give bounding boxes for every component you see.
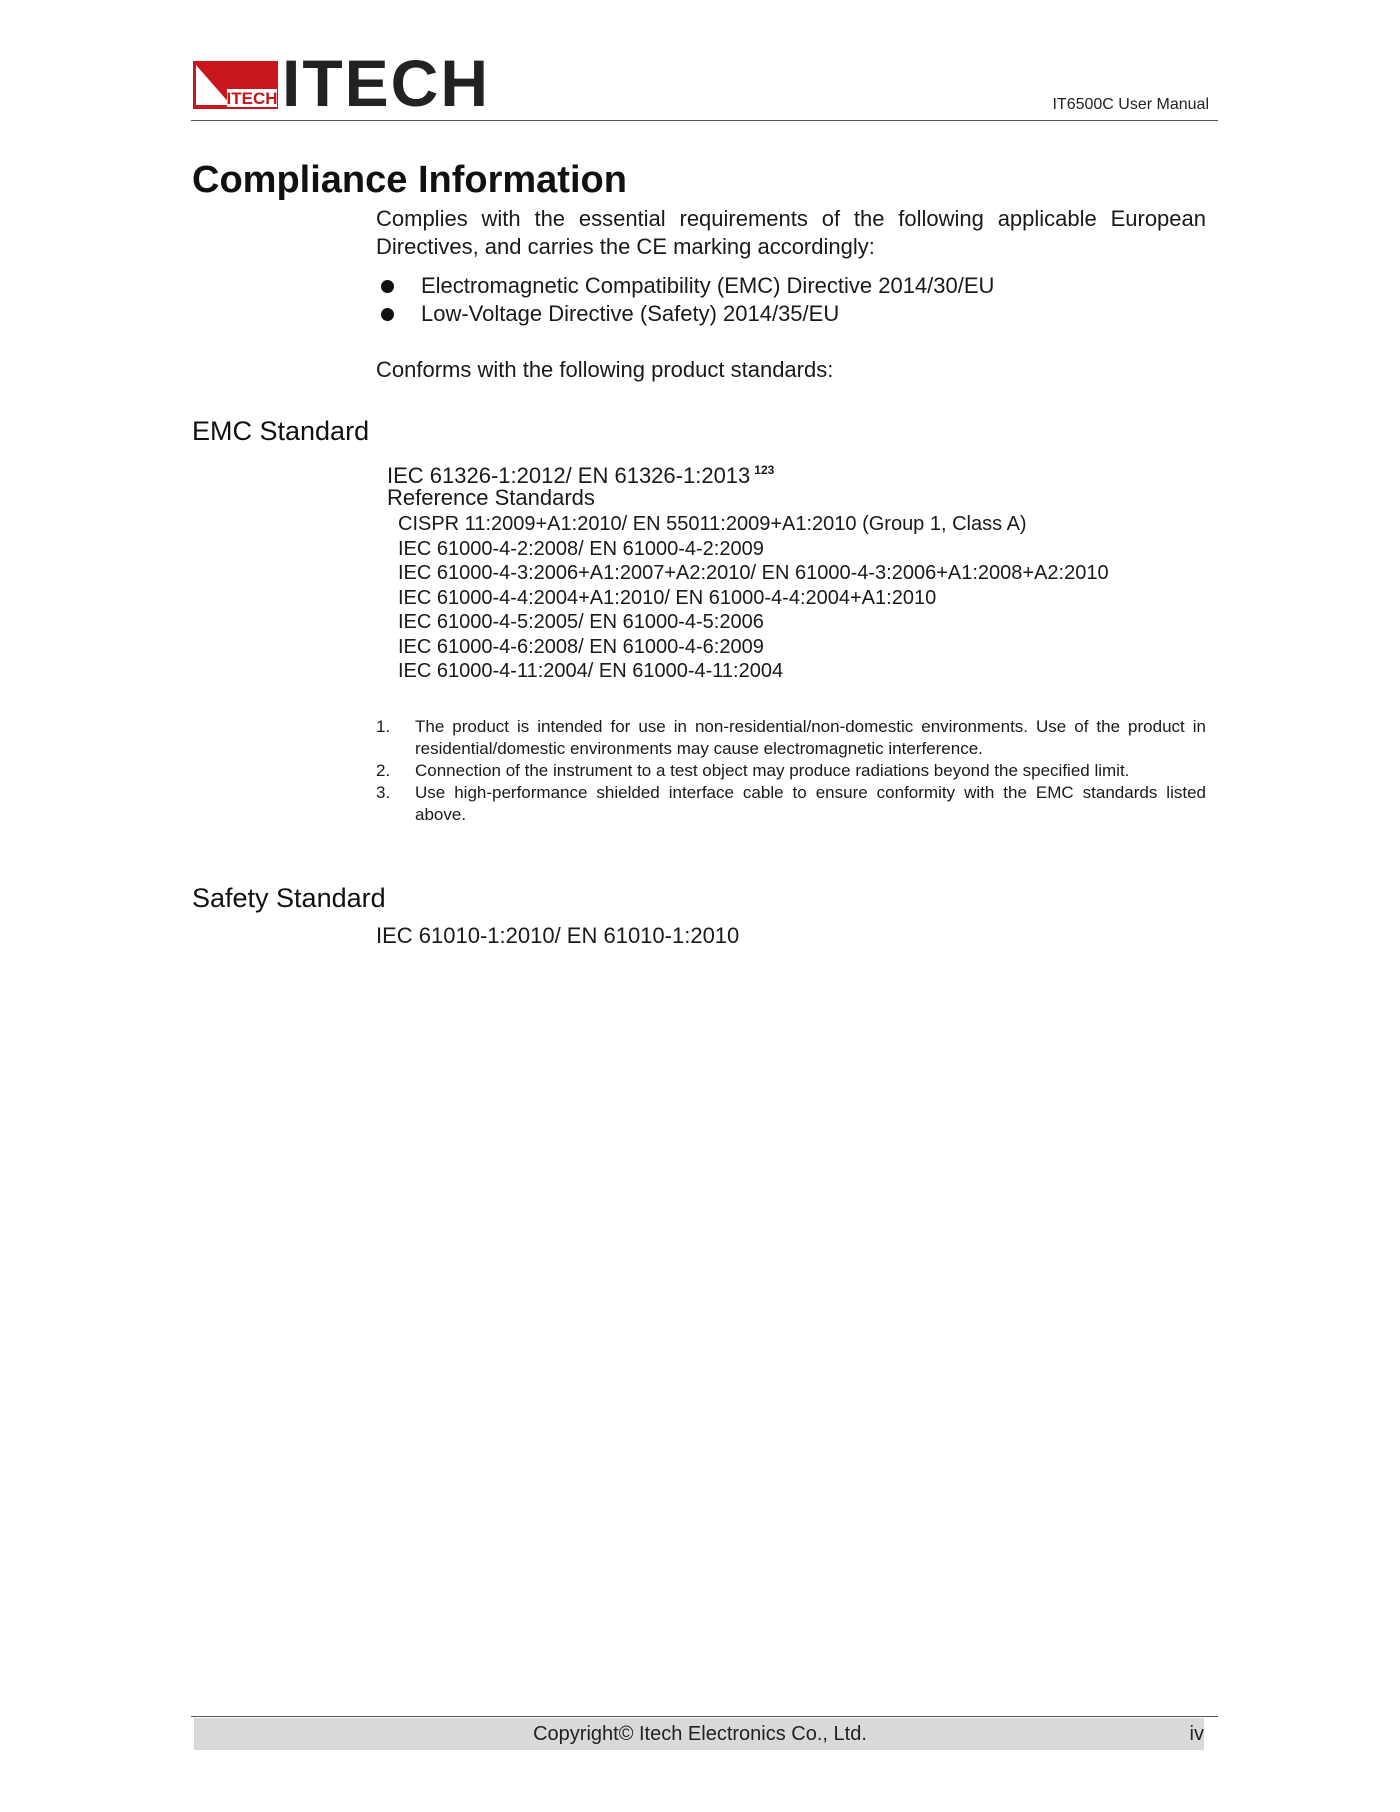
note-item [376, 760, 1206, 782]
note-number: 1. [376, 717, 391, 736]
directive-text: Electromagnetic Compatibility (EMC) Directive 2014/30/EU [421, 273, 995, 298]
note-item [376, 716, 1206, 760]
document-title: IT6500C User Manual [1052, 96, 1209, 113]
note-text: Use high-performance shielded interface cable to ensure conformity with the EMC standards listed above. [415, 783, 1206, 824]
page-number: iv [1189, 1723, 1204, 1745]
note-text: The product is intended for use in non-residential/non-domestic environments. Use of the product in residential/domestic environments may cause electromagnetic interference. [415, 717, 1206, 758]
reference-standards-label: Reference Standards [387, 485, 595, 510]
safety-standard: IEC 61010-1:2010/ EN 61010-1:2010 [376, 923, 740, 948]
footer-rule [191, 1716, 1218, 1717]
header-rule [191, 120, 1218, 121]
note-text: Connection of the instrument to a test object may produce radiations beyond the specified limit. [415, 761, 1130, 780]
emc-main-standard-text: IEC 61326-1:2012/ EN 61326-1:2013 [387, 463, 751, 488]
intro-paragraph: Complies with the essential requirements of the following applicable European Directives, and carries the CE marking accordingly: [376, 206, 1206, 259]
safety-heading: Safety Standard [192, 883, 386, 913]
emc-notes-list [376, 716, 1206, 826]
list-item: IEC 61000-4-11:2004/ EN 61000-4-11:2004 [398, 660, 784, 682]
note-number: 2. [376, 761, 391, 780]
conforms-text: Conforms with the following product standards: [376, 357, 834, 382]
list-item: CISPR 11:2009+A1:2010/ EN 55011:2009+A1:2010 (Group 1, Class A) [398, 513, 1027, 535]
list-item [376, 272, 994, 300]
itech-logo [193, 46, 490, 120]
note-number: 3. [376, 783, 391, 802]
reference-standards-list [398, 512, 1109, 684]
list-item: IEC 61000-4-2:2008/ EN 61000-4-2:2009 [398, 537, 764, 560]
directives-list [376, 272, 994, 328]
copyright-text: Copyright© Itech Electronics Co., Ltd. [533, 1723, 867, 1745]
list-item: IEC 61000-4-6:2008/ EN 61000-4-6:2009 [398, 635, 764, 658]
emc-heading: EMC Standard [192, 416, 370, 446]
bullet-icon [381, 308, 394, 321]
itech-logo-badge [193, 61, 278, 109]
logo-wordmark: ITECH [282, 46, 490, 120]
list-item [376, 300, 994, 328]
list-item: IEC 61000-4-4:2004+A1:2010/ EN 61000-4-4:2004+A1:2010 [398, 586, 937, 609]
note-item [376, 782, 1206, 826]
list-item: IEC 61000-4-3:2006+A1:2007+A2:2010/ EN 61000-4-3:2006+A1:2008+A2:2010 [398, 562, 1109, 584]
list-item: IEC 61000-4-5:2005/ EN 61000-4-5:2006 [398, 611, 764, 633]
bullet-icon [381, 280, 394, 293]
logo-badge-text: ITECH [226, 89, 278, 108]
directive-text: Low-Voltage Directive (Safety) 2014/35/EU [421, 301, 840, 326]
page-title: Compliance Information [192, 159, 627, 201]
footnote-refs: 123 [754, 463, 775, 477]
